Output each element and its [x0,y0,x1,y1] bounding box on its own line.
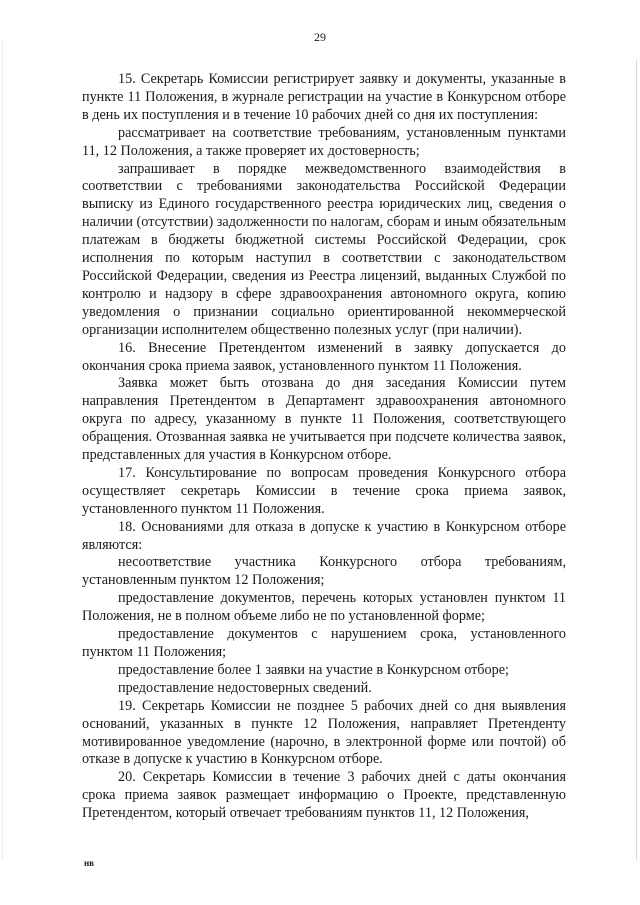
paragraph-15-review: рассматривает на соответствие требованиям, установленным пунктами 11, 12 Положения, а также проверяет их достоверность; [82,124,566,159]
paragraph-18-item-1: несоответствие участника Конкурсного отбора требованиям, установленным пунктом 12 Положения; [82,554,566,589]
paragraph-18-item-2: предоставление документов, перечень которых установлен пунктом 11 Положения, не в полном объеме либо не по установленной форме; [82,590,566,625]
paragraph-18-item-5: предоставление недостоверных сведений. [118,679,372,696]
paragraph-15: 15. Секретарь Комиссии регистрирует заявку и документы, указанные в пункте 11 Положения, в журнале регистрации на участие в Конкурсном отборе в день их поступления и в течение 10 рабочих дней со дня их поступления: [82,71,566,123]
paragraph-20: 20. Секретарь Комиссии в течение 3 рабочих дней с даты окончания срока приема заявок размещает информацию о Проекте, представленную Претендентом, который отвечает требованиям пунктов 11, 12 Положения, [82,769,566,822]
paragraph-18: 18. Основаниями для отказа в допуске к участию в Конкурсном отборе являются: [82,518,566,553]
paragraph-16: 16. Внесение Претендентом изменений в заявку допускается до окончания срока приема заявок, установленного пунктом 11 Положения. [82,339,566,374]
paragraph-18-item-4: предоставление более 1 заявки на участие в Конкурсном отборе; [118,661,509,678]
paragraph-19: 19. Секретарь Комиссии не позднее 5 рабочих дней со дня выявления оснований, указанных в пункте 12 Положения, направляет Претенденту мотивированное уведомление (нарочно, в электронной форме или почтой) об отказе в допуске к участию в Конкурсном отборе. [82,697,566,768]
page-number: 29 [314,30,326,44]
paragraph-15-request: запрашивает в порядке межведомственного взаимодействия в соответствии с требованиями законодательства Российской Федерации выписку из Единого государственного реестра юридических лиц, сведения о наличии (отсутствии) задолженности по налогам, сборам и иным обязательным платежам в бюджеты бюджетной системы Российской Федерации, срок исполнения по которым наступил в соответствии с законодательством Российской Федерации, сведения из Реестра лицензий, выданных Службой по контролю и надзору в сфере здравоохранения автономного округа, копию уведомления о признании социально ориентированной некоммерческой организации исполнителем общественно полезных услуг (при наличии). [82,160,566,338]
footer-initials: нв [84,858,95,868]
paragraph-18-item-3: предоставление документов с нарушением срока, установленного пунктом 11 Положения; [82,626,566,660]
paragraph-17: 17. Консультирование по вопросам проведения Конкурсного отбора осуществляет секретарь Комиссии в течение срока приема заявок, установленного пунктом 11 Положения. [82,464,566,517]
paragraph-16-withdrawal: Заявка может быть отозвана до дня заседания Комиссии путем направления Претендентом в Департамент здравоохранения автономного округа по адресу, указанному в пункте 11 Положения, соответствующего обращения. Отозванная заявка не учитывается при подсчете количества заявок, представленных для участия в Конкурсном отборе. [82,375,566,464]
scan-edge-left [2,40,3,860]
document-body [82,71,566,823]
scan-edge-right [636,60,637,860]
